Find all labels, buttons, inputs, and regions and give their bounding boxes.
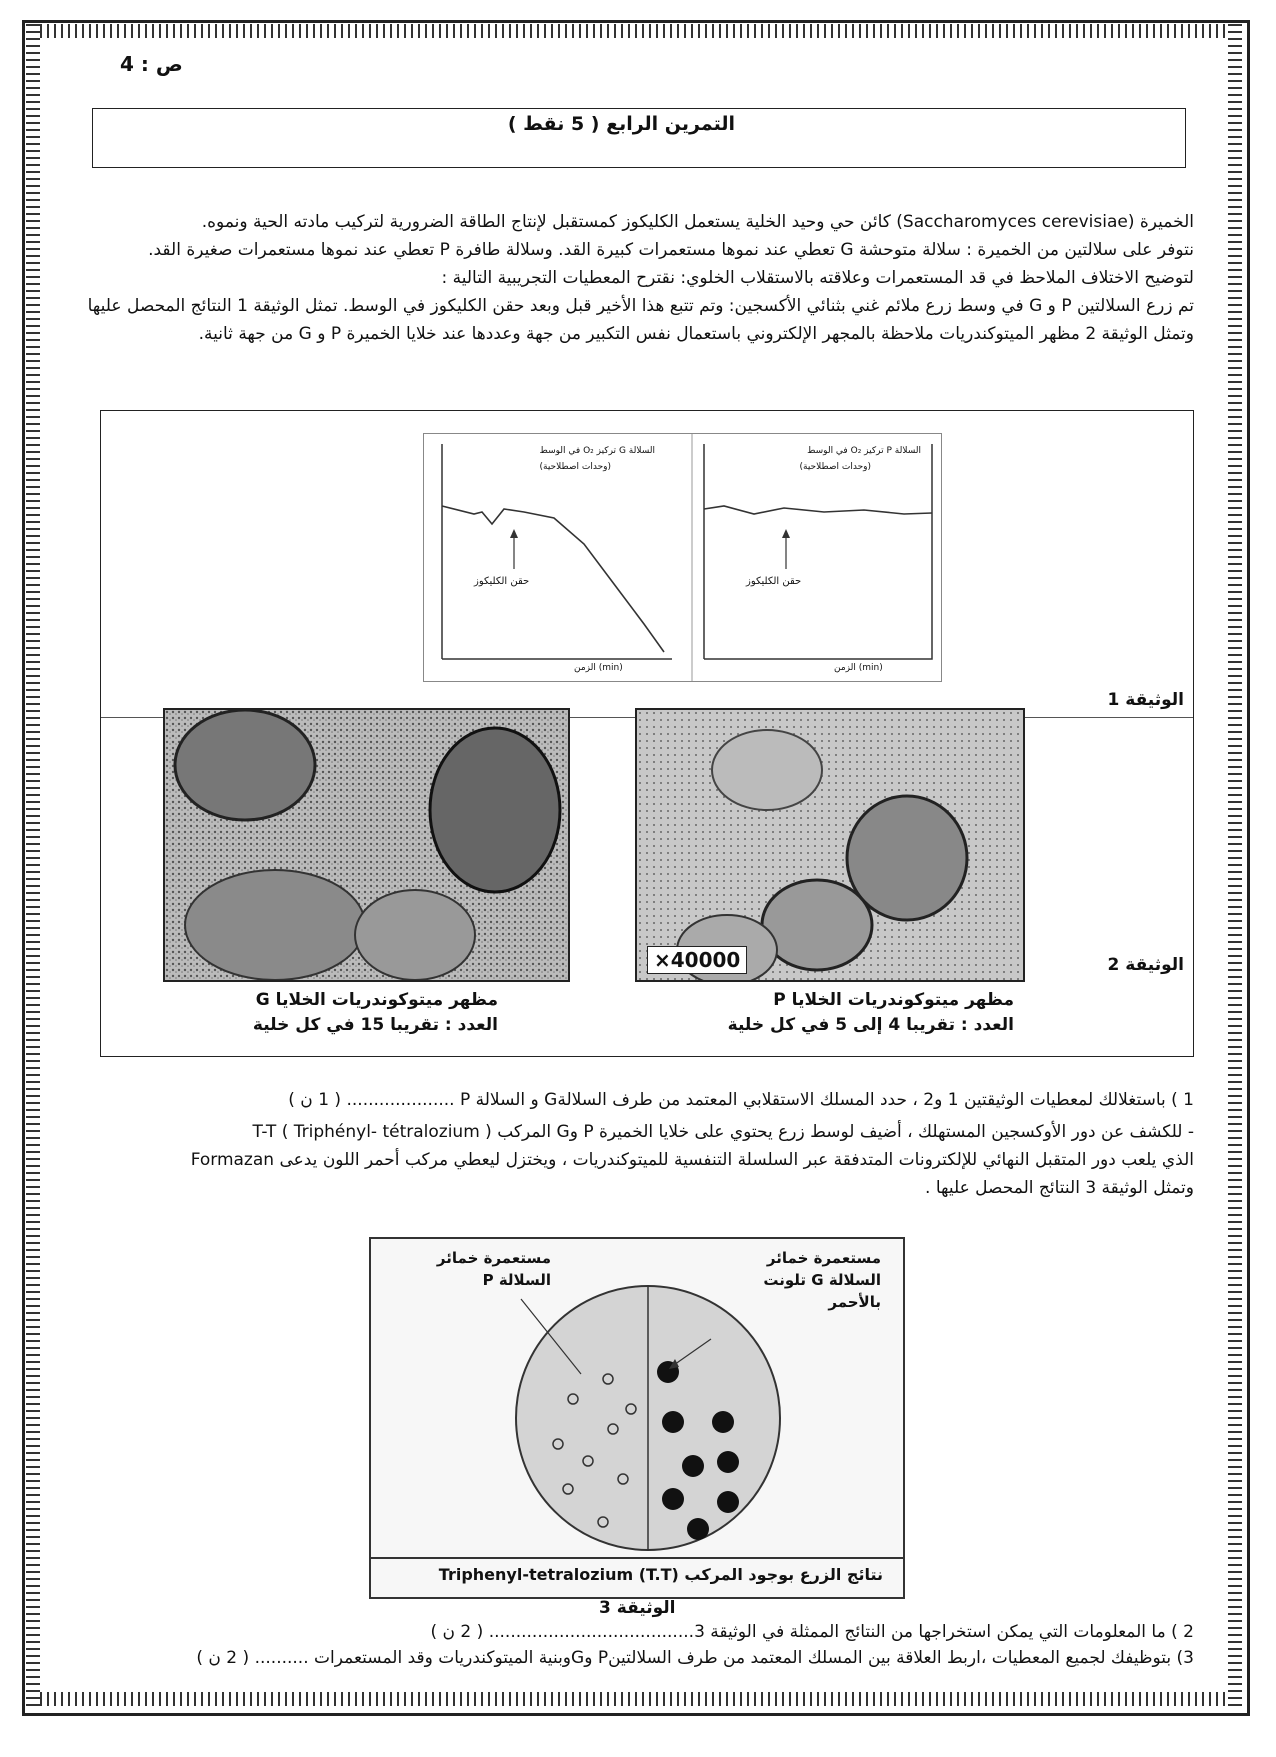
caption-p-title: مظهر ميتوكوندريات الخلايا P <box>773 990 1014 1010</box>
middle-p3: وتمثل الوثيقة 3 النتائج المحصل عليها . <box>925 1178 1194 1198</box>
doc3-caption: نتائج الزرع بوجود المركب Triphenyl-tetralozium (T.T) <box>438 1565 883 1584</box>
intro-p1: الخميرة (Saccharomyces cerevisiae) كائن حي وحيد الخلية يستعمل الكليكوز كمستقبل لإنتاج الطاقة الضرورية لتركيب مادته الحية ونموه. <box>201 212 1194 232</box>
border-bottom-chain <box>26 1692 1242 1706</box>
graph-p-xlabel: الزمن (min) <box>834 663 883 673</box>
question-1-text: 1 ) باستغلالك لمعطيات الوثيقتين 1 و2 ، حدد المسلك الاستقلابي المعتمد من طرف السلالةG و السلالة P .................... <box>346 1090 1194 1110</box>
middle-p1: - للكشف عن دور الأوكسجين المستهلك ، أضيف لوسط زرع يحتوي على خلايا الخميرة P وG المركب T-T ( Triphényl- tétralozium ) <box>252 1122 1194 1142</box>
question-2 <box>430 1622 1194 1642</box>
micrograph-g <box>163 708 570 982</box>
question-2-text: 2 ) ما المعلومات التي يمكن استخراجها من النتائج الممثلة في الوثيقة 3...................................... <box>488 1622 1194 1642</box>
question-3-text: 3) بتوظيفك لجميع المعطيات ،اربط العلاقة بين المسلك المعتمد من طرف السلالتينP وGوبنية الميتوكندريات وقد المستعمرات .......... <box>254 1648 1194 1668</box>
graph-g-unit: (وحدات اصطلاحية) <box>539 462 611 472</box>
border-top-chain <box>26 24 1242 38</box>
question-3 <box>196 1648 1194 1668</box>
border-right-chain <box>1228 24 1242 1706</box>
micrograph-g-svg <box>165 710 568 980</box>
page-number: ص : 4 <box>120 52 183 76</box>
question-1-points: ( 1 ن ) <box>288 1090 342 1110</box>
intro-text <box>44 208 1194 348</box>
micrograph-p-svg <box>637 710 1023 980</box>
exercise-title-box <box>92 108 1186 168</box>
intro-p4: تم زرع السلالتين P و G في وسط زرع ملائم غني بثنائي الأكسجين: وتم تتبع هذا الأخير قبل وبعد حقن الكليكوز في الوسط. تمثل الوثيقة 1 النتائج المحصل عليها وتمثل الوثيقة 2 مظهر الميتوكندريات ملاحظة بالمجهر الإلكتروني باستعمال نفس التكبير من جهة وعددها عند خلايا الخميرة P و G من جهة ثانية. <box>87 296 1194 344</box>
exercise-title: التمرين الرابع ( 5 نقط ) <box>507 113 735 135</box>
caption-g-title: مظهر ميتوكوندريات الخلايا G <box>255 990 498 1010</box>
graph-p-title: السلالة P تركيز O₂ في الوسط <box>807 446 921 456</box>
doc3-label-p: مستعمرة خمائر السلالة P <box>436 1249 551 1289</box>
caption-g-count: العدد : تقريبا 15 في كل خلية <box>252 1015 498 1035</box>
graph-p-annotation: حقن الكليكوز <box>746 576 802 587</box>
doc1-graphs <box>423 433 942 682</box>
doc3-label: الوثيقة 3 <box>599 1598 676 1618</box>
intro-p3: لتوضيح الاختلاف الملاحظ في قد المستعمرات وعلاقته بالاستقلاب الخلوي: نقترح المعطيات التجريبية التالية : <box>441 268 1194 288</box>
question-2-points: ( 2 ن ) <box>430 1622 484 1642</box>
micrograph-p <box>635 708 1025 982</box>
graph-g-title: السلالة G تركيز O₂ في الوسط <box>539 446 655 456</box>
intro-p2: نتوفر على سلالتين من الخميرة : سلالة متوحشة G تعطي عند نموها مستعمرات كبيرة القد. وسلالة طافرة P تعطي عند نموها مستعمرات صغيرة القد. <box>148 240 1194 260</box>
graph-g-annotation: حقن الكليكوز <box>474 576 530 587</box>
question-3-points: ( 2 ن ) <box>196 1648 250 1668</box>
caption-p-count: العدد : تقريبا 4 إلى 5 في كل خلية <box>727 1015 1014 1035</box>
doc3-figure <box>369 1237 905 1599</box>
border-left-chain <box>26 24 40 1706</box>
middle-text <box>44 1118 1194 1202</box>
graph-p-curve <box>704 506 932 514</box>
doc2-label: الوثيقة 2 <box>1107 955 1184 975</box>
doc1-label: الوثيقة 1 <box>1107 690 1184 710</box>
graph-g-xlabel: الزمن (min) <box>574 663 623 673</box>
magnification-label: ×40000 <box>647 946 747 974</box>
question-1 <box>288 1090 1194 1110</box>
graph-p-unit: (وحدات اصطلاحية) <box>799 462 871 472</box>
middle-p2: الذي يلعب دور المتقبل النهائي للإلكترونات المتدفقة عبر السلسلة التنفسية للميتوكندريات ، ويختزل ليعطي مركب أحمر اللون يدعى Formazan <box>190 1150 1194 1170</box>
doc3-label-g: مستعمرة خمائر السلالة G تلونت بالأحمر <box>763 1249 881 1311</box>
